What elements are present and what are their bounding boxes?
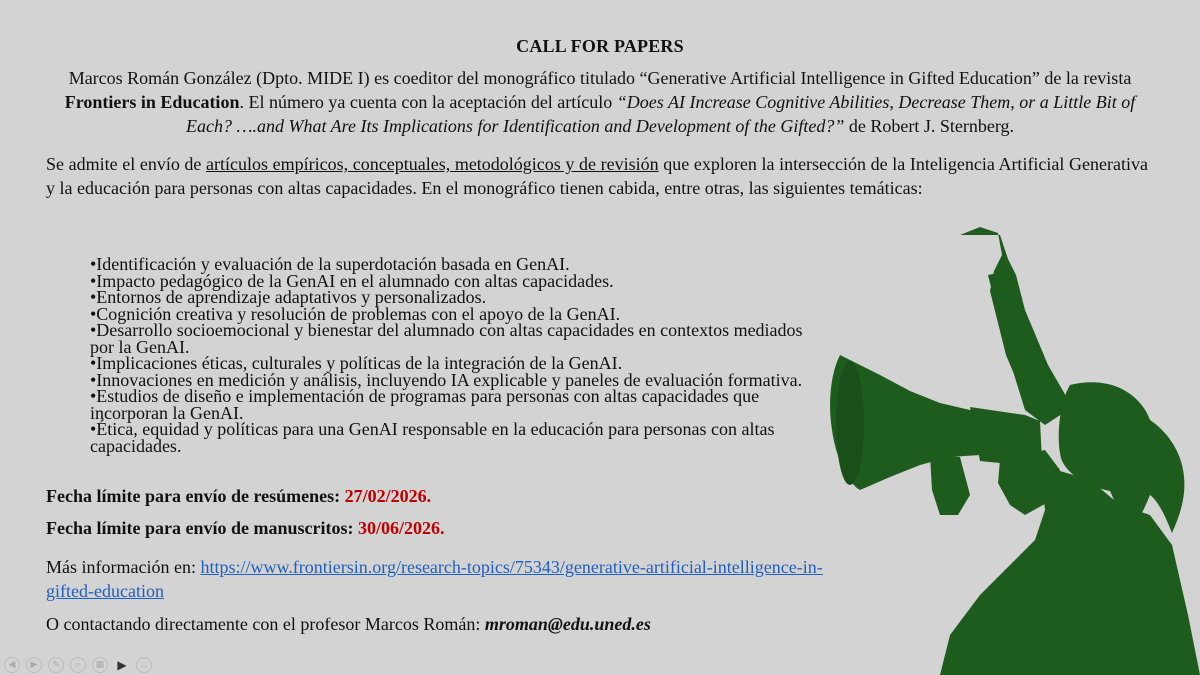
abstract-deadline-date: 27/02/2026. [344,486,432,506]
abstract-deadline [46,486,431,507]
article-types: artículos empíricos, conceptuales, metodológicos y de revisión [206,154,659,174]
next-icon[interactable]: ▶ [26,657,42,673]
manuscript-deadline-date: 30/06/2026. [357,518,445,538]
topics-list [90,256,825,454]
list-item: •Cognición creativa y resolución de problemas con el apoyo de la GenAI. [90,303,621,324]
more-icon[interactable]: … [136,657,152,673]
intro-paragraph [40,66,1160,138]
scope-text-1: Se admite el envío de [46,154,207,174]
page-title: CALL FOR PAPERS [516,36,684,56]
list-item: •Innovaciones en medición y análisis, incluyendo IA explicable y paneles de evaluación formativa. [90,369,803,390]
article-title: “Does AI Increase Cognitive Abilities, Decrease Them, or a Little Bit of Each? ….and What Are Its Implications for Identification and Development of the Gifted?” [185,92,1136,136]
list-item: •Ética, equidad y políticas para una GenAI responsable en la educación para personas con altas capacidades. [90,419,775,456]
list-item: •Entornos de aprendizaje adaptativos y personalizados. [90,287,487,307]
video-icon[interactable]: ▶ [117,658,127,672]
slides-icon[interactable]: ▦ [92,657,108,673]
contact-line [46,614,651,635]
zoom-icon[interactable]: ⌕ [70,657,86,673]
intro-text-3: de Robert J. Sternberg. [844,116,1015,136]
contact-email[interactable]: mroman@edu.uned.es [484,614,651,634]
manuscript-deadline [46,518,444,539]
scope-paragraph [46,152,1148,200]
abstract-deadline-label: Fecha límite para envío de resúmenes: [46,486,345,506]
more-info-link[interactable]: https://www.frontiersin.org/research-topics/75343/generative-artificial-intelligence-in-gifted-education [46,557,823,601]
list-item: •Identificación y evaluación de la superdotación basada en GenAI. [90,254,570,274]
scope-text-2: que exploren la intersección de la Inteligencia Artificial Generativa y la educación para personas con altas capacidades. En el monográfico tienen cabida, entre otras, las siguientes temáticas: [46,154,1148,198]
list-item: •Desarrollo socioemocional y bienestar del alumnado con altas capacidades en contextos mediados por la GenAI. [90,320,803,357]
contact-label: O contactando directamente con el profesor Marcos Román: [46,614,485,634]
pen-icon[interactable]: ✎ [48,657,64,673]
megaphone-figure-icon [820,215,1200,675]
intro-text-2: . El número ya cuenta con la aceptación del artículo [239,92,617,112]
prev-icon[interactable]: ◀ [4,657,20,673]
manuscript-deadline-label: Fecha límite para envío de manuscritos: [46,518,358,538]
list-item: •Implicaciones éticas, culturales y políticas de la integración de la GenAI. [90,353,623,373]
presentation-controls [4,656,152,674]
more-info [46,555,846,603]
journal-name: Frontiers in Education [64,92,240,112]
list-item: •Estudios de diseño e implementación de programas para personas con altas capacidades que incorporan la GenAI. [90,386,760,423]
list-item: •Impacto pedagógico de la GenAI en el alumnado con altas capacidades. [90,270,614,291]
intro-text-1: Marcos Román González (Dpto. MIDE I) es coeditor del monográfico titulado “Generative Artificial Intelligence in Gifted Education” de la revista [68,68,1132,88]
more-info-label: Más información en: [46,557,201,577]
